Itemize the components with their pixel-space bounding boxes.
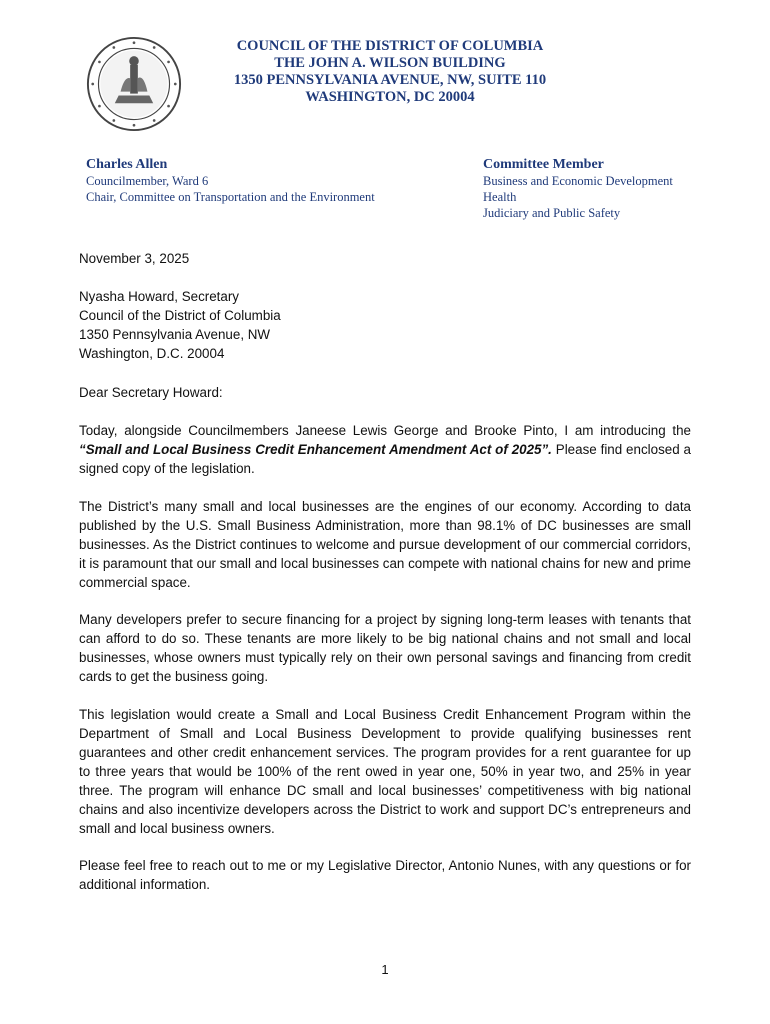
paragraph-financing: Many developers prefer to secure financing for a project by signing long-term leases with tenants that can afford to do so. These tenants are more likely to be big national chains and not small and local businesses, whose owners must typically rely on their own personal savings and financing from credit cards to get the business going.	[79, 612, 691, 684]
letterhead	[195, 38, 585, 106]
recipient-line: 1350 Pennsylvania Avenue, NW	[79, 327, 271, 342]
recipient-address	[79, 287, 691, 363]
paragraph-program: This legislation would create a Small and Local Business Credit Enhancement Program within the Department of Small and Local Business Development to provide qualifying businesses rent guarantees and other credit enhancement services. The program provides for a rent guarantee for up to three years that would be 100% of the rent owed in year one, 50% in year two, and 25% in year three. The program will enhance DC small and local businesses’ competitiveness with big national chains and also incentivize developers across the District to work and support DC’s entrepreneurs and small and local business owners.	[79, 707, 691, 836]
paragraph-closing: Please feel free to reach out to me or my Legislative Director, Antonio Nunes, with any questions or for additional information.	[79, 858, 691, 892]
letterhead-council: COUNCIL OF THE DISTRICT OF COLUMBIA	[236, 38, 544, 54]
committee-item: Judiciary and Public Safety	[483, 206, 621, 220]
page-number: 1	[381, 962, 389, 977]
recipient-line: Nyasha Howard, Secretary	[79, 289, 240, 304]
committee-item: Business and Economic Development	[483, 174, 673, 188]
salutation: Dear Secretary Howard:	[79, 385, 223, 400]
intro-text: Today, alongside Councilmembers Janeese Lewis George and Brooke Pinto, I am introducing the	[79, 423, 691, 438]
letterhead-city: WASHINGTON, DC 20004	[305, 89, 475, 105]
recipient-line: Council of the District of Columbia	[79, 308, 281, 323]
committee-heading: Committee Member	[483, 157, 604, 172]
dc-council-seal-icon	[86, 36, 182, 132]
recipient-line: Washington, D.C. 20004	[79, 346, 225, 361]
paragraph-economy: The District’s many small and local businesses are the engines of our economy. According to data published by the U.S. Small Business Administration, more than 98.1% of DC businesses are small businesses. As the District continues to welcome and pursue development of our commercial corridors, it is paramount that our small and local businesses can compete with national chains for new and prime commercial space.	[79, 499, 691, 590]
councilmember-chair: Chair, Committee on Transportation and the Environment	[86, 190, 375, 204]
letterhead-address: 1350 PENNSYLVANIA AVENUE, NW, SUITE 110	[233, 72, 547, 88]
committee-item: Health	[483, 190, 517, 204]
paragraph-intro	[79, 421, 691, 478]
committee-block	[483, 156, 673, 221]
bill-title: “Small and Local Business Credit Enhancement Amendment Act of 2025”.	[79, 442, 552, 457]
councilmember-block	[86, 156, 375, 205]
intro-rest: Please find enclosed a signed copy of the legislation.	[79, 442, 691, 476]
councilmember-ward: Councilmember, Ward 6	[86, 174, 209, 188]
councilmember-name: Charles Allen	[86, 157, 168, 172]
letterhead-building: THE JOHN A. WILSON BUILDING	[274, 55, 506, 71]
letter-date: November 3, 2025	[79, 251, 190, 266]
